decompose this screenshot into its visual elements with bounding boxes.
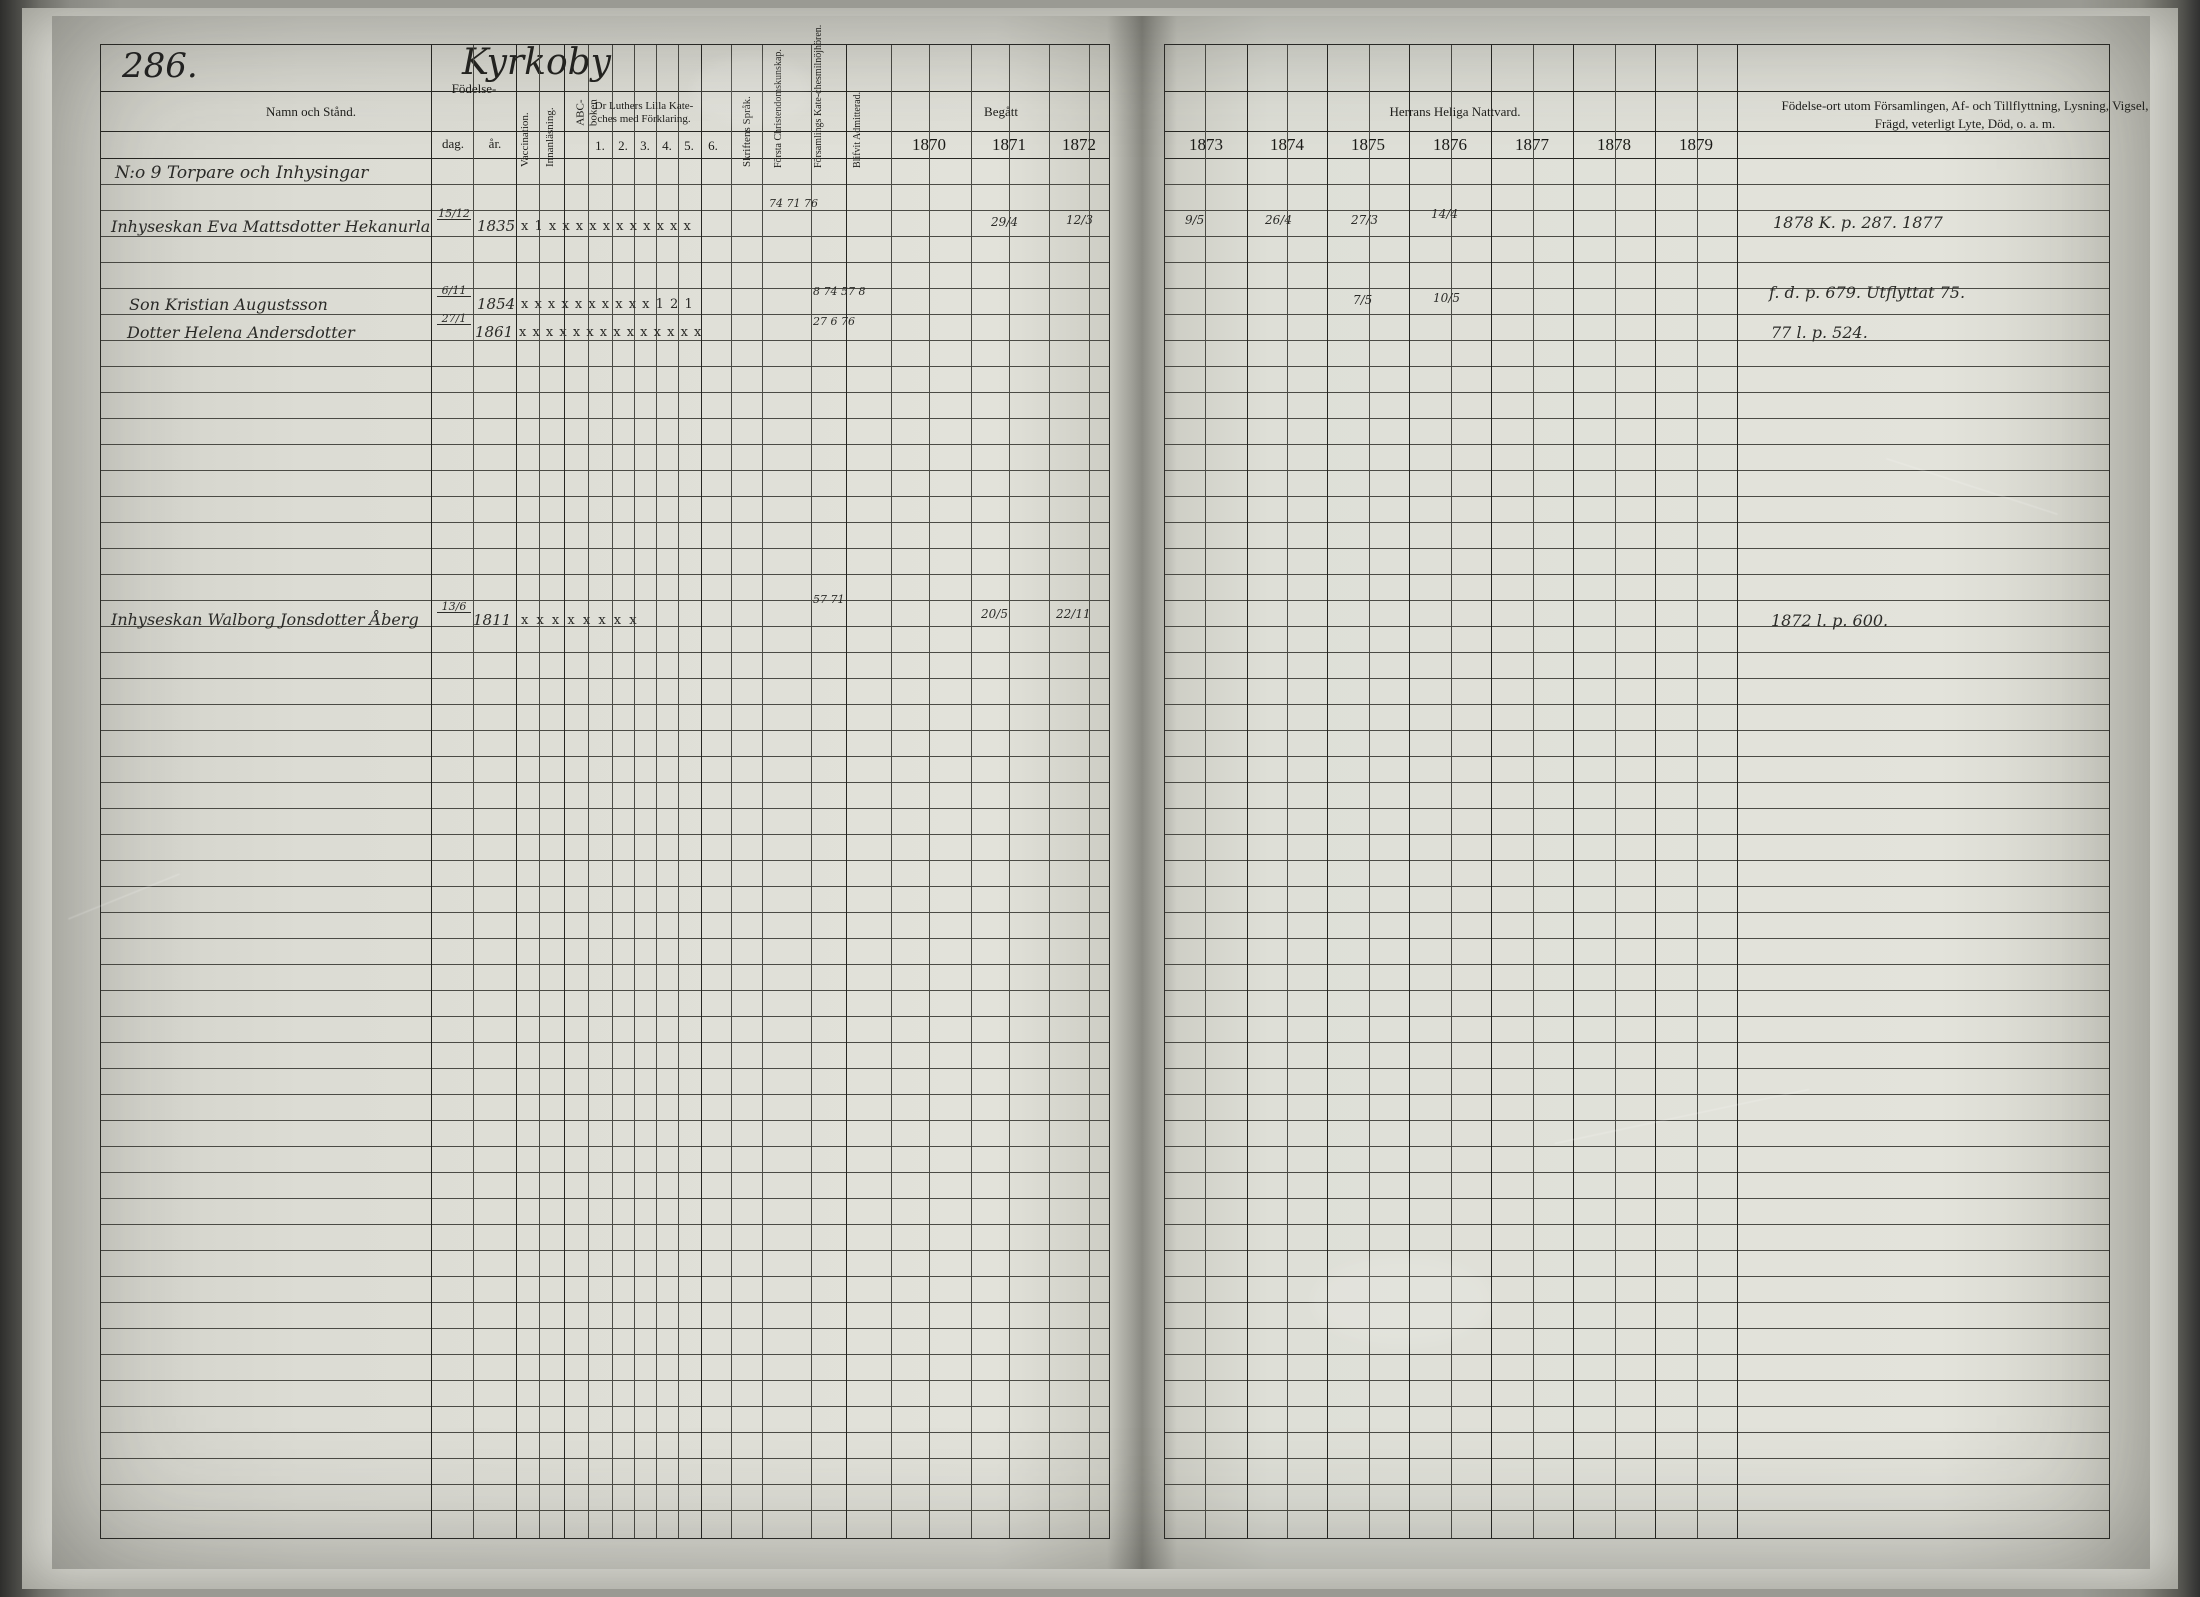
row-1-communion-4: 26/4 [1265, 213, 1292, 227]
row-1-communion-1: 29/4 [991, 215, 1018, 229]
row-1-name: Inhyseskan Eva Mattsdotter Hekanurla [111, 217, 431, 236]
catechism-col-5: 5. [684, 138, 694, 153]
header-confirmed: Blifvit Admitterad. [852, 91, 863, 168]
row-4-birth-day: 13/6 [437, 601, 471, 613]
row-1-marks: x 1 x x x x x x x x x x x [521, 219, 692, 234]
header-enrollment: Innanläsning. [544, 107, 556, 167]
row-3-birth-year: 1861 [475, 323, 514, 341]
year-1874: 1874 [1270, 135, 1304, 154]
row-3-left-annotation: 27 6 76 [813, 315, 855, 328]
year-1871: 1871 [992, 135, 1026, 154]
year-1876: 1876 [1433, 135, 1467, 154]
catechism-col-6: 6. [708, 138, 718, 153]
row-1-note: 1878 K. p. 287. 1877 [1773, 213, 1943, 232]
catechism-col-4: 4. [662, 138, 672, 153]
row-1-communion-2: 12/3 [1066, 213, 1093, 227]
year-1879: 1879 [1679, 135, 1713, 154]
household-label: N:o 9 Torpare och Inhysingar [115, 163, 369, 183]
row-4-communion-2: 22/11 [1056, 607, 1091, 621]
row-1-left-annotation: 74 71 76 [769, 197, 818, 210]
row-2-marks: x x x x x x x x x x 1 2 1 [521, 297, 694, 312]
row-2-communion-right-2: 10/5 [1433, 291, 1460, 305]
right-table [1164, 44, 2149, 1539]
header-birth-day: dag. [441, 136, 465, 151]
year-1877: 1877 [1515, 135, 1549, 154]
row-3-name: Dotter Helena Andersdotter [127, 323, 355, 342]
row-4-communion-1: 20/5 [981, 607, 1008, 621]
row-3-birth-day: 27/1 [437, 313, 471, 325]
header-notes: Födelse-ort utom Församlingen, Af- och Tillflyttning, Lysning, Vigsel, Frägd, veterligt Lyte, Död, o. a. m. [1781, 98, 2149, 132]
year-1870: 1870 [912, 135, 946, 154]
header-vaccination: Vaccination. [519, 112, 531, 167]
row-1-communion-5: 27/3 [1351, 213, 1378, 227]
header-luthers-catechism: Dr Luthers Lilla Kate-ches med Förklaring. [594, 100, 694, 125]
header-name-and-status: Namn och Stånd. [266, 104, 356, 119]
row-2-name: Son Kristian Augustsson [129, 295, 328, 314]
page-number: 286. [122, 46, 198, 86]
row-4-birth-year: 1811 [473, 611, 512, 629]
header-attended: Begått [984, 104, 1018, 119]
header-scripture-language: Skriftens Språk. [741, 96, 753, 167]
year-1875: 1875 [1351, 135, 1385, 154]
header-holy-communion: Herrans Heliga Nattvard. [1389, 104, 1521, 119]
header-understanding-christianity: Första Christendomskunskap. [773, 49, 784, 168]
row-1-birth-year: 1835 [477, 217, 516, 235]
row-4-name: Inhyseskan Walborg Jonsdotter Åberg [111, 610, 419, 629]
row-2-communion-right-1: 7/5 [1353, 293, 1373, 307]
row-2-left-annotation: 8 74 57 8 [813, 285, 866, 298]
header-abc-book: ABC-boken [574, 99, 599, 127]
row-4-marks: x x x x x x x x [521, 613, 639, 628]
left-table [100, 24, 1110, 1539]
catechism-col-3: 3. [640, 138, 650, 153]
book-spread [22, 8, 2178, 1589]
year-1873: 1873 [1189, 135, 1223, 154]
catechism-col-1: 1. [595, 138, 605, 153]
page-title: Kyrkoby [462, 42, 612, 83]
row-1-communion-6: 14/4 [1431, 207, 1458, 221]
row-2-note: f. d. p. 679. Utflyttat 75. [1769, 283, 1966, 302]
header-birth-year: år. [488, 136, 502, 151]
row-1-communion-3: 9/5 [1185, 213, 1205, 227]
row-2-birth-year: 1854 [477, 295, 516, 313]
row-1-birth-day: 15/12 [438, 207, 470, 220]
row-3-marks: x x x x x x x x x x x x x x [519, 325, 703, 340]
catechism-col-2: 2. [618, 138, 628, 153]
header-birth: Födelse- [451, 81, 497, 96]
row-4-note: 1872 l. p. 600. [1771, 611, 1889, 630]
row-4-left-annotation: 57 71 [813, 593, 845, 606]
header-parish-catechism-exam: Församlings Kate-chesmilnöjhören. [813, 24, 824, 168]
page-paper [52, 16, 2150, 1569]
year-1872: 1872 [1062, 135, 1096, 154]
row-3-note: 77 l. p. 524. [1771, 323, 1868, 342]
year-1878: 1878 [1597, 135, 1631, 154]
row-2-birth-day: 6/11 [437, 285, 471, 297]
